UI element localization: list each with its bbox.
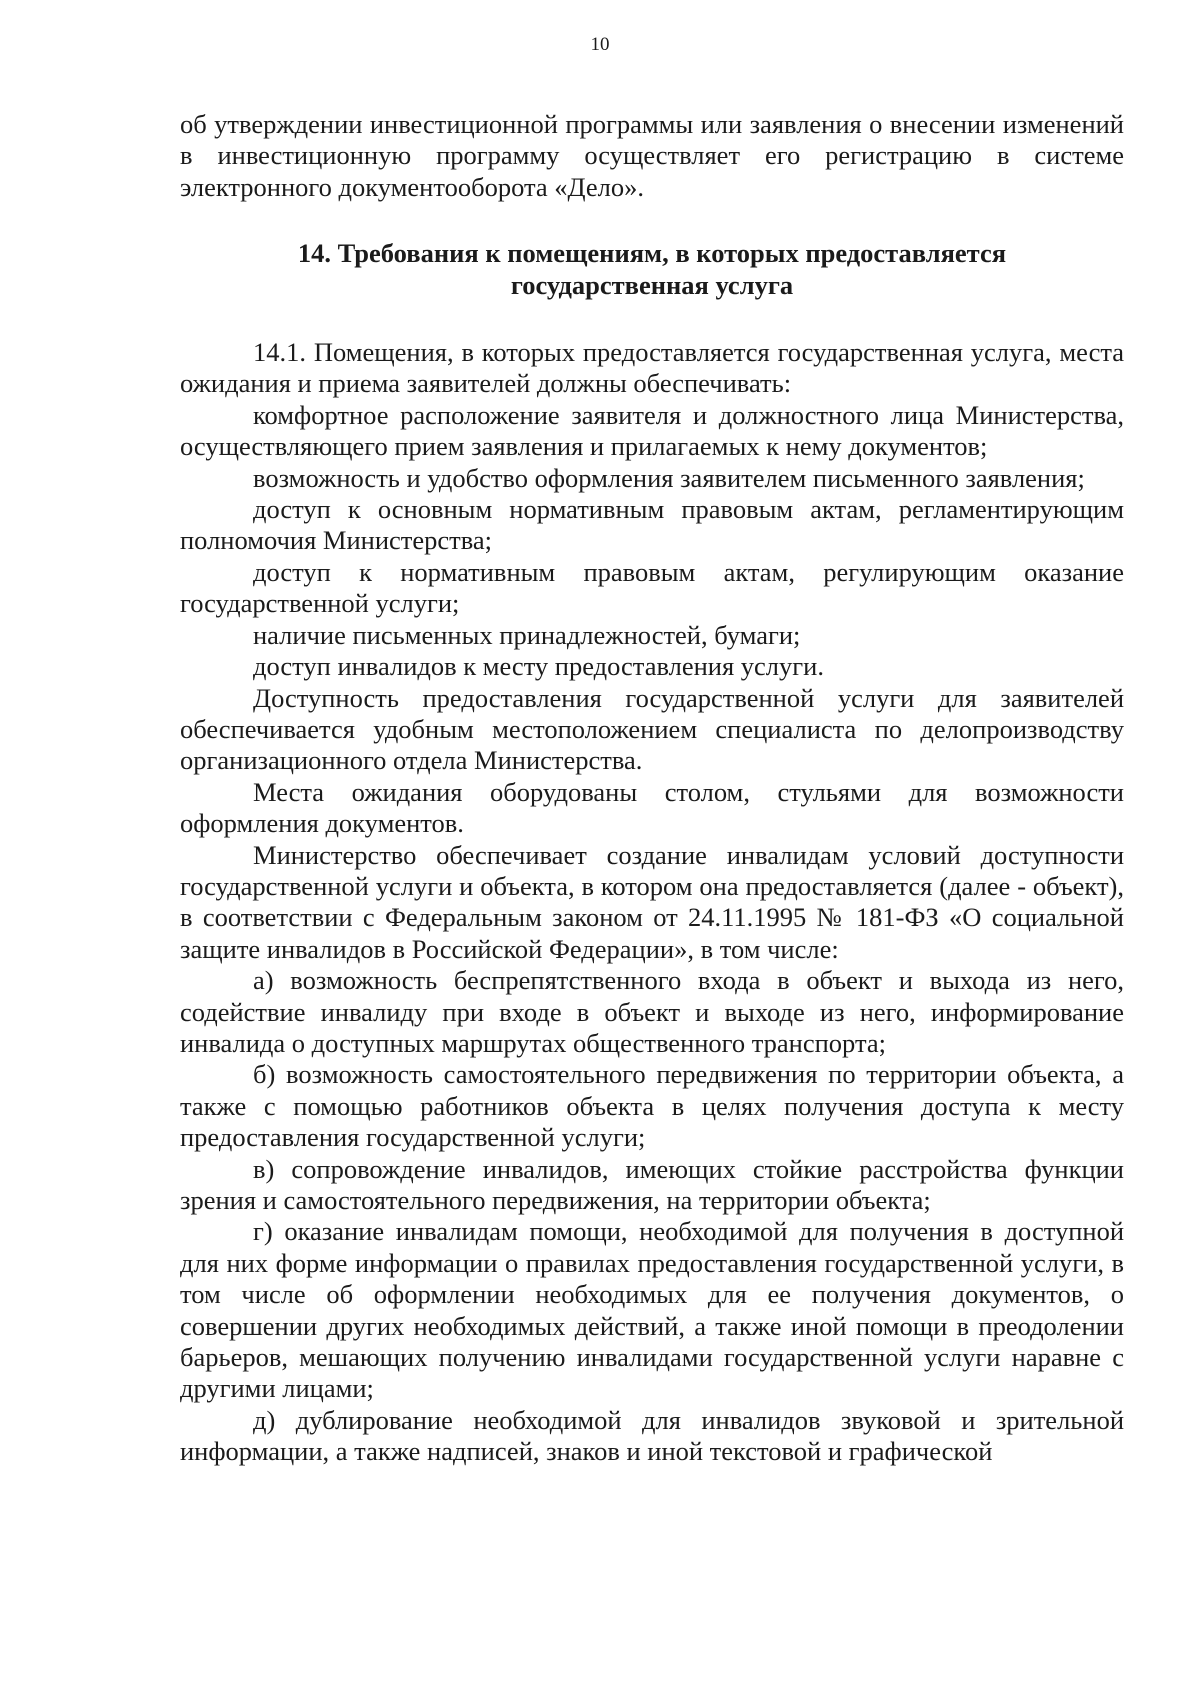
section-heading (180, 238, 1124, 301)
list-item-g: г) оказание инвалидам помощи, необходимой для получения в доступной для них форме информации о правилах предоставления государственной услуги, в том числе об оформлении необходимых для ее получения документов, о совершении других необходимых действий, а также иной помощи в преодолении барьеров, мешающих получению инвалидами государственной услуги наравне с другими лицами; (180, 1216, 1124, 1404)
list-item-a: а) возможность беспрепятственного входа в объект и выхода из него, содействие инвалиду при входе в объект и выходе из него, информирование инвалида о доступных маршрутах общественного транспорта; (180, 965, 1124, 1058)
list-item-writing-supplies: наличие письменных принадлежностей, бумаги; (253, 619, 801, 650)
paragraph-14-1: 14.1. Помещения, в которых предоставляется государственная услуга, места ожидания и приема заявителей должны обеспечивать: (180, 337, 1124, 399)
list-item-access-basic-acts: доступ к основным нормативным правовым актам, регламентирующим полномочия Министерства; (180, 494, 1124, 556)
list-item-b: б) возможность самостоятельного передвижения по территории объекта, а также с помощью работников объекта в целях получения доступа к месту предоставления государственной услуги; (180, 1059, 1124, 1153)
intro-paragraph: об утверждении инвестиционной программы или заявления о внесении изменений в инвестиционную программу осуществляет его регистрацию в системе электронного документооборота «Дело». (180, 109, 1124, 202)
paragraph-ministry-accessibility: Министерство обеспечивает создание инвалидам условий доступности государственной услуги и объекта, в котором она предоставляется (далее - объект), в соответствии с Федеральным законом от 24.11.1995 № 181-ФЗ «О социальной защите инвалидов в Российской Федерации», в том числе: (180, 839, 1124, 964)
list-item-d: д) дублирование необходимой для инвалидов звуковой и зрительной информации, а также надписей, знаков и иной текстовой и графической (180, 1404, 1124, 1467)
section-heading-line-2: государственная услуга (510, 269, 794, 300)
paragraph-availability: Доступность предоставления государственной услуги для заявителей обеспечивается удобным местоположением специалиста по делопроизводству организационного отдела Министерства. (180, 682, 1124, 776)
list-item-disabled-access: доступ инвалидов к месту предоставления услуги. (253, 651, 824, 682)
list-item-comfortable-location: комфортное расположение заявителя и должностного лица Министерства, осуществляющего прием заявления и прилагаемых к нему документов; (180, 399, 1124, 462)
section-heading-line-1: 14. Требования к помещениям, в которых предоставляется (297, 238, 1007, 269)
list-item-access-regulating-acts: доступ к нормативным правовым актам, регулирующим оказание государственной услуги; (180, 556, 1124, 619)
page-number: 10 (590, 34, 610, 55)
list-item-v: в) сопровождение инвалидов, имеющих стойкие расстройства функции зрения и самостоятельного передвижения, на территории объекта; (180, 1153, 1124, 1215)
document-body (180, 109, 1124, 1468)
paragraph-waiting-areas: Места ожидания оборудованы столом, стульями для возможности оформления документов. (180, 776, 1124, 839)
list-item-writing-convenience: возможность и удобство оформления заявителем письменного заявления; (253, 462, 1085, 493)
